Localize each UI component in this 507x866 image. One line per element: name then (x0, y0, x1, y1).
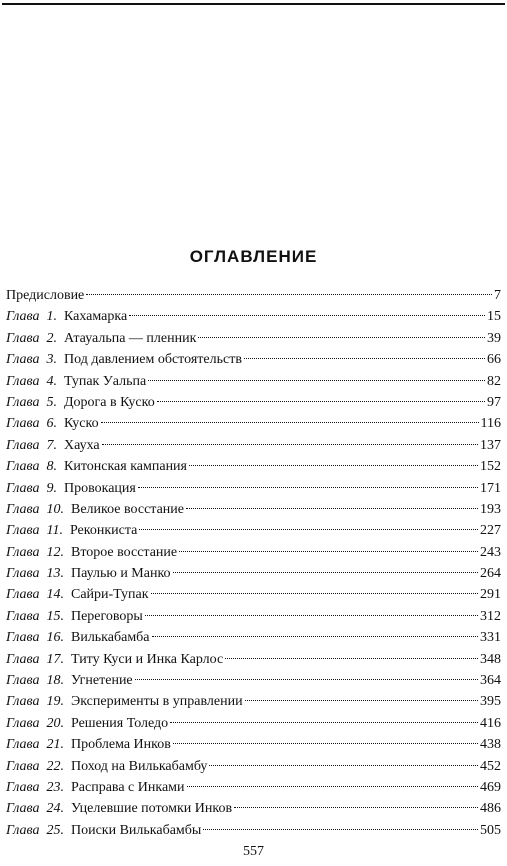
entry-title: Поход на Вилькабамбу (70, 758, 208, 774)
chapter-prefix: Глава (6, 437, 40, 453)
dot-leader (102, 444, 478, 445)
toc-entry (6, 734, 501, 755)
chapter-prefix: Глава (6, 459, 40, 475)
entry-label (6, 713, 168, 734)
page-number: 557 (243, 844, 264, 859)
toc-entry (6, 285, 501, 306)
entry-title: Второе восстание (70, 544, 178, 560)
dot-leader (173, 743, 478, 744)
entry-page: 438 (480, 737, 501, 753)
entry-page: 348 (480, 651, 501, 667)
entry-title: Решения Толедо (70, 715, 169, 731)
entry-label (6, 820, 201, 841)
entry-label (6, 435, 100, 456)
entry-title: Великое восстание (70, 501, 184, 517)
dot-leader (138, 487, 478, 488)
entry-page: 364 (480, 673, 501, 689)
dot-leader (234, 807, 478, 808)
entry-label (6, 649, 223, 670)
entry-page: 39 (487, 330, 501, 346)
entry-page: 82 (487, 373, 501, 389)
entry-label (6, 413, 99, 434)
dot-leader (173, 572, 478, 573)
chapter-prefix: Глава (6, 352, 40, 368)
entry-title: Расправа с Инками (70, 779, 185, 795)
dot-leader (157, 401, 485, 402)
chapter-prefix: Глава (6, 801, 40, 817)
chapter-number: 25. (46, 822, 64, 838)
entry-title: Уцелевшие потомки Инков (70, 801, 233, 817)
toc-entry (6, 606, 501, 627)
chapter-number: 1. (46, 309, 57, 325)
chapter-number: 9. (46, 480, 57, 496)
entry-label (6, 627, 150, 648)
entry-page: 486 (480, 801, 501, 817)
dot-leader (129, 315, 485, 316)
toc-entry (6, 670, 501, 691)
chapter-number: 15. (46, 608, 64, 624)
entry-page: 66 (487, 352, 501, 368)
toc-entry (6, 713, 501, 734)
chapter-number: 8. (46, 459, 57, 475)
chapter-number: 13. (46, 566, 64, 582)
entry-title: Предисловие (6, 288, 85, 303)
chapter-number: 20. (46, 715, 64, 731)
toc-entry (6, 627, 501, 648)
toc-entry (6, 520, 501, 541)
dot-leader (189, 465, 478, 466)
entry-title: Паулью и Манко (70, 566, 171, 582)
entry-page: 193 (480, 501, 501, 517)
dot-leader (86, 294, 492, 295)
entry-label (6, 777, 185, 798)
entry-label (6, 371, 146, 392)
chapter-prefix: Глава (6, 373, 40, 389)
toc-heading: ОГЛАВЛЕНИЕ (189, 247, 318, 266)
dot-leader (186, 508, 478, 509)
toc-entry (6, 777, 501, 798)
entry-page: 331 (480, 630, 501, 646)
toc-entry (6, 542, 501, 563)
entry-title: Переговоры (70, 608, 143, 624)
entry-title: Китонская кампания (63, 459, 187, 475)
chapter-number: 2. (46, 330, 57, 346)
chapter-prefix: Глава (6, 715, 40, 731)
chapter-number: 5. (46, 394, 57, 410)
entry-label (6, 691, 243, 712)
entry-title: Титу Куси и Инка Карлос (70, 651, 224, 667)
chapter-prefix: Глава (6, 544, 40, 560)
chapter-prefix: Глава (6, 822, 40, 838)
dot-leader (101, 422, 479, 423)
toc-entry (6, 435, 501, 456)
entry-label (6, 478, 136, 499)
entry-page: 291 (480, 587, 501, 603)
entry-page: 505 (480, 822, 501, 838)
entry-page: 395 (480, 694, 501, 710)
entry-page: 469 (480, 779, 501, 795)
entry-label (6, 670, 133, 691)
toc-entry (6, 392, 501, 413)
chapter-number: 21. (46, 737, 64, 753)
entry-label (6, 734, 171, 755)
chapter-number: 17. (46, 651, 64, 667)
dot-leader (203, 829, 478, 830)
chapter-prefix: Глава (6, 673, 40, 689)
dot-leader (179, 551, 478, 552)
entry-page: 312 (480, 608, 501, 624)
dot-leader (245, 700, 478, 701)
dot-leader (187, 786, 478, 787)
chapter-prefix: Глава (6, 330, 40, 346)
chapter-prefix: Глава (6, 694, 40, 710)
entry-title: Хауха (63, 437, 100, 453)
entry-page: 416 (480, 715, 501, 731)
entry-page: 452 (480, 758, 501, 774)
entry-page: 15 (487, 309, 501, 325)
entry-label (6, 520, 137, 541)
dot-leader (152, 636, 478, 637)
chapter-number: 23. (46, 779, 64, 795)
dot-leader (139, 529, 478, 530)
entry-label (6, 606, 143, 627)
toc-entry (6, 456, 501, 477)
entry-label (6, 456, 187, 477)
chapter-prefix: Глава (6, 480, 40, 496)
entry-title: Реконкиста (69, 523, 138, 539)
entry-label (6, 499, 184, 520)
entry-title: Атауальпа — пленник (63, 330, 197, 346)
chapter-number: 11. (46, 523, 63, 539)
entry-title: Куско (63, 416, 99, 432)
entry-label (6, 756, 207, 777)
chapter-number: 6. (46, 416, 57, 432)
entry-label (6, 285, 84, 306)
toc-entry (6, 499, 501, 520)
chapter-prefix: Глава (6, 566, 40, 582)
chapter-number: 4. (46, 373, 57, 389)
dot-leader (145, 615, 478, 616)
entry-label (6, 584, 149, 605)
entry-title: Дорога в Куско (63, 394, 155, 410)
chapter-prefix: Глава (6, 501, 40, 517)
entry-label (6, 349, 242, 370)
entry-label (6, 542, 177, 563)
toc-entry (6, 691, 501, 712)
entry-label (6, 563, 171, 584)
toc-entry (6, 820, 501, 841)
dot-leader (209, 765, 478, 766)
entry-title: Кахамарка (63, 309, 128, 325)
toc-entry (6, 306, 501, 327)
chapter-prefix: Глава (6, 630, 40, 646)
entry-label (6, 798, 232, 819)
entry-title: Эксперименты в управлении (70, 694, 243, 710)
dot-leader (244, 358, 485, 359)
chapter-number: 16. (46, 630, 64, 646)
dot-leader (170, 722, 478, 723)
chapter-prefix: Глава (6, 608, 40, 624)
entry-page: 171 (480, 480, 501, 496)
entry-label (6, 392, 155, 413)
entry-page: 152 (480, 459, 501, 475)
entry-page: 116 (480, 416, 501, 432)
toc-entry (6, 584, 501, 605)
toc-entry (6, 413, 501, 434)
chapter-prefix: Глава (6, 758, 40, 774)
entry-title: Тупак Уальпа (63, 373, 147, 389)
chapter-number: 10. (46, 501, 64, 517)
toc-entry (6, 563, 501, 584)
chapter-number: 18. (46, 673, 64, 689)
entry-page: 7 (494, 288, 501, 303)
chapter-prefix: Глава (6, 309, 40, 325)
top-rule (2, 3, 505, 5)
dot-leader (225, 658, 478, 659)
entry-page: 97 (487, 394, 501, 410)
chapter-prefix: Глава (6, 394, 40, 410)
toc-entry (6, 798, 501, 819)
entry-title: Сайри-Тупак (70, 587, 149, 603)
entry-title: Угнетение (70, 673, 133, 689)
chapter-number: 3. (46, 352, 57, 368)
entry-page: 137 (480, 437, 501, 453)
entry-title: Провокация (63, 480, 136, 496)
entry-page: 243 (480, 544, 501, 560)
toc-entry (6, 478, 501, 499)
toc-entry (6, 371, 501, 392)
toc-entry (6, 349, 501, 370)
chapter-number: 12. (46, 544, 64, 560)
dot-leader (148, 380, 485, 381)
chapter-prefix: Глава (6, 779, 40, 795)
toc-entry (6, 756, 501, 777)
entry-title: Под давлением обстоятельств (63, 352, 242, 368)
chapter-number: 14. (46, 587, 64, 603)
chapter-prefix: Глава (6, 737, 40, 753)
chapter-number: 22. (46, 758, 64, 774)
toc-entry (6, 328, 501, 349)
entry-label (6, 328, 196, 349)
chapter-prefix: Глава (6, 416, 40, 432)
chapter-prefix: Глава (6, 523, 40, 539)
chapter-number: 19. (46, 694, 64, 710)
chapter-prefix: Глава (6, 587, 40, 603)
chapter-number: 7. (46, 437, 57, 453)
entry-title: Вилькабамба (70, 630, 150, 646)
entry-title: Проблема Инков (70, 737, 171, 753)
chapter-prefix: Глава (6, 651, 40, 667)
table-of-contents (6, 285, 501, 841)
dot-leader (151, 593, 478, 594)
entry-page: 227 (480, 523, 501, 539)
entry-title: Поиски Вилькабамбы (70, 822, 202, 838)
entry-page: 264 (480, 566, 501, 582)
dot-leader (198, 337, 485, 338)
toc-entry (6, 649, 501, 670)
entry-label (6, 306, 127, 327)
chapter-number: 24. (46, 801, 64, 817)
dot-leader (135, 679, 478, 680)
